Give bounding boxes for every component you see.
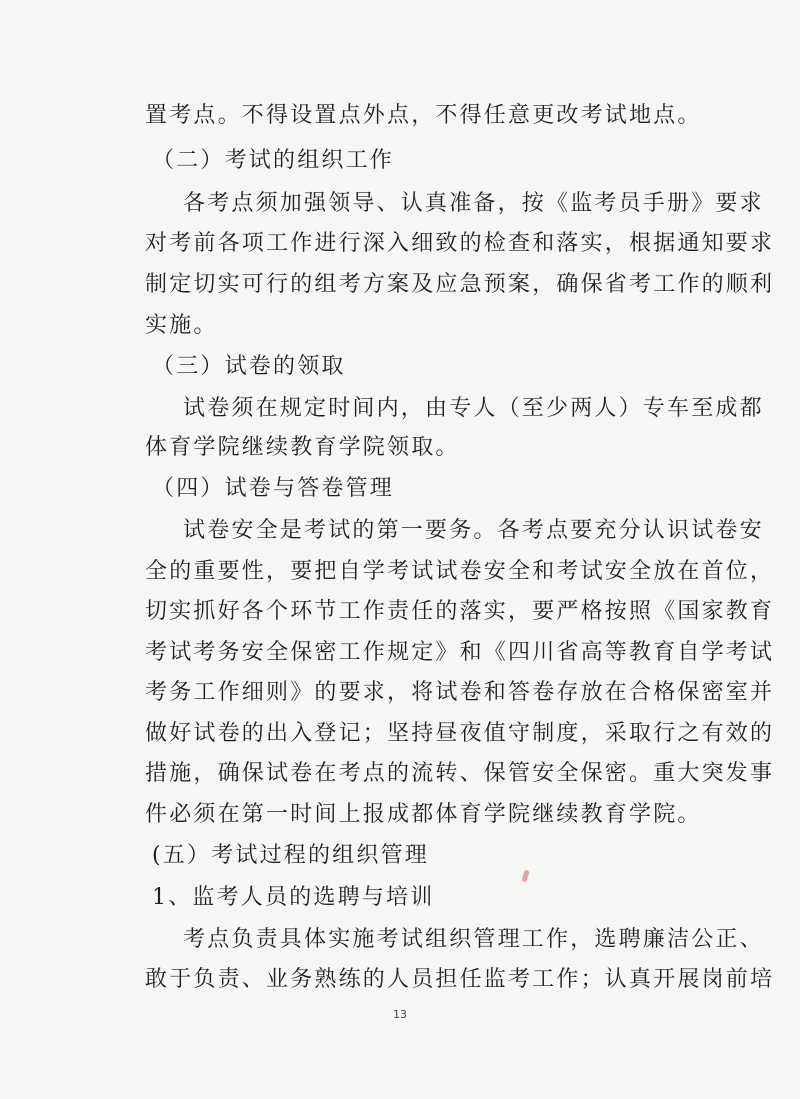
text-line: 各考点须加强领导、认真准备，按《监考员手册》要求 [183, 191, 764, 216]
text-line: 敢于负责、业务熟练的人员担任监考工作；认真开展岗前培 [145, 967, 775, 992]
text-line: 试卷须在规定时间内，由专人（至少两人）专车至成都 [183, 396, 764, 421]
text-line: 措施，确保试卷在考点的流转、保管安全保密。重大突发事 [145, 761, 775, 786]
text-line: 试卷安全是考试的第一要务。各考点要充分认识试卷安 [183, 518, 764, 543]
section-heading: (五）考试过程的组织管理 [152, 843, 429, 868]
text-line: 考点负责具体实施考试组织管理工作，选聘廉洁公正、 [183, 927, 764, 952]
text-line: 件必须在第一时间上报成都体育学院继续教育学院。 [145, 802, 702, 827]
page-number: 13 [393, 1008, 407, 1021]
text-line: 做好试卷的出入登记；坚持昼夜值守制度，采取行之有效的 [145, 721, 775, 746]
text-line: 切实抓好各个环节工作责任的落实，要严格按照《国家教育 [145, 599, 775, 624]
section-heading: （四）试卷与答卷管理 [152, 476, 395, 501]
subsection-heading: 1、监考人员的选聘与培训 [152, 885, 435, 910]
text-line: 考务工作细则》的要求，将试卷和答卷存放在合格保密室并 [145, 680, 775, 705]
ink-mark [521, 870, 529, 883]
text-line: 置考点。不得设置点外点，不得任意更改考试地点。 [145, 103, 702, 128]
text-line: 对考前各项工作进行深入细致的检查和落实，根据通知要求 [145, 231, 775, 256]
text-line: 考试考务安全保密工作规定》和《四川省高等教育自学考试 [145, 640, 775, 665]
text-line: 制定切实可行的组考方案及应急预案，确保省考工作的顺利 [145, 272, 775, 297]
text-line: 体育学院继续教育学院领取。 [145, 435, 460, 460]
section-heading: （三）试卷的领取 [152, 354, 346, 379]
section-heading: （二）考试的组织工作 [152, 148, 395, 173]
text-line: 全的重要性，要把自学考试试卷安全和考试安全放在首位， [145, 559, 775, 584]
text-line: 实施。 [145, 313, 218, 338]
